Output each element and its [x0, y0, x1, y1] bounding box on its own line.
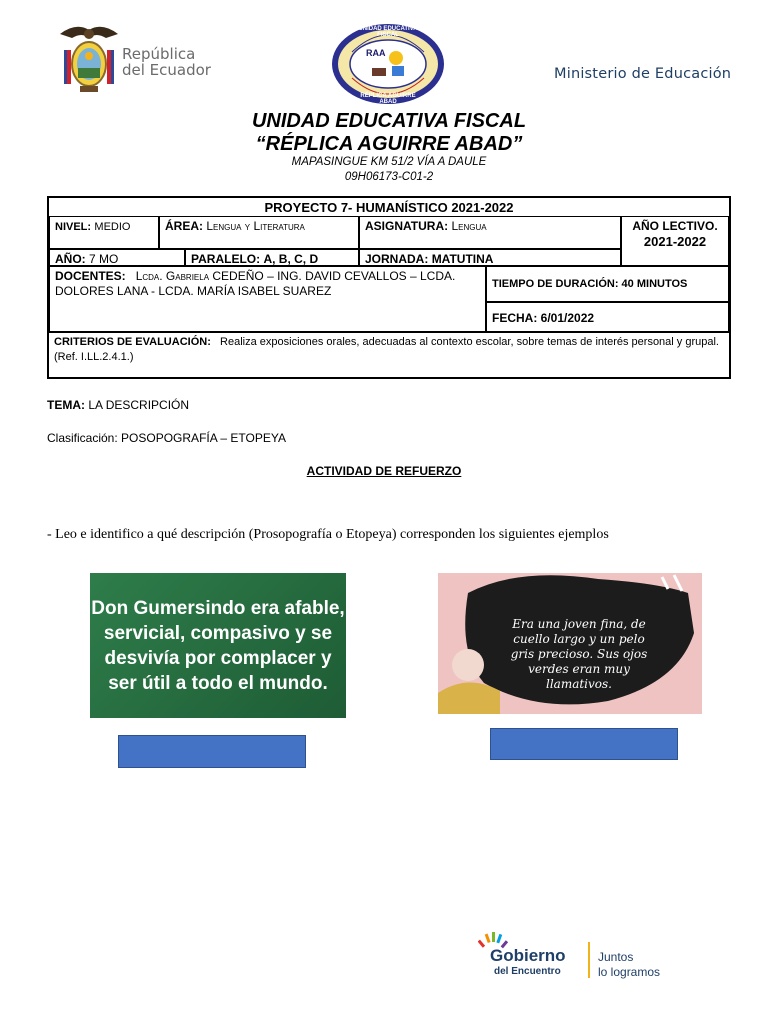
ano-lectivo-label: AÑO LECTIVO. [632, 219, 718, 233]
tema-label: TEMA: [47, 398, 85, 412]
school-name-title: “RÉPLICA AGUIRRE ABAD” [255, 133, 523, 155]
school-seal [330, 22, 446, 106]
ministerio-educacion: Ministerio de Educación [554, 66, 732, 82]
paralelo-value: A, B, C, D [263, 252, 319, 266]
republica-line: República [122, 45, 196, 63]
docentes-cell [49, 266, 486, 332]
del-encuentro-text: del Encuentro [494, 966, 561, 977]
gobierno-text: Gobierno [490, 946, 566, 965]
asignatura-cell [359, 216, 621, 249]
school-address: MAPASINGUE KM 51/2 VÍA A DAULE [291, 156, 487, 168]
criterios-label: CRITERIOS DE EVALUACIÓN: [54, 336, 211, 348]
fecha-cell [486, 302, 729, 332]
ano-label: AÑO: [55, 252, 86, 266]
area-label: ÁREA: [165, 219, 203, 233]
seal-initials: RAA [366, 48, 386, 58]
example-1-text: Don Gumersindo era afable, servicial, compasivo y se desvivía por complacer y ser útil a todo el mundo. [91, 597, 345, 694]
criterios-cell [49, 332, 729, 377]
fecha-label: FECHA: [492, 311, 538, 325]
example-card-etopeya [90, 573, 346, 718]
answer-box-1[interactable] [118, 735, 306, 768]
tema-line [47, 398, 189, 412]
nivel-label: NIVEL: [55, 221, 92, 233]
area-value: Lengua y Literatura [206, 219, 305, 233]
jornada-cell [359, 249, 621, 266]
school-type-title: UNIDAD EDUCATIVA FISCAL [251, 110, 527, 132]
asignatura-value: Lengua [451, 219, 487, 233]
docentes-prefix: Lcda. Gabriela [135, 269, 210, 283]
ecuador-coat-of-arms-icon [56, 20, 122, 96]
criterios-value: Realiza exposiciones orales, adecuadas al contexto escolar, sobre temas de interés personal y grupal. (Ref. I.LL.2.4.1.) [54, 336, 719, 363]
school-code: 09H06173-C01-2 [344, 171, 434, 183]
area-cell [159, 216, 359, 249]
clasificacion-value: POSOPOGRAFÍA – ETOPEYA [121, 431, 286, 445]
nivel-cell [49, 216, 159, 249]
tiempo-cell: TIEMPO DE DURACIÓN: 40 MINUTOS [486, 266, 729, 302]
paralelo-label: PARALELO: [191, 252, 261, 266]
seal-top-text: UNIDAD EDUCATIVA FISCAL [358, 26, 418, 38]
actividad-title: ACTIVIDAD DE REFUERZO [306, 464, 462, 478]
proyecto-header: PROYECTO 7- HUMANÍSTICO 2021-2022 [49, 198, 729, 217]
footer-divider [588, 942, 590, 978]
ano-value: 7 MO [89, 252, 119, 266]
jornada-value: MATUTINA [431, 252, 494, 266]
ano-cell [49, 249, 185, 266]
republica-ecuador-text [122, 46, 211, 78]
example-2-text: Era una joven fina, de cuello largo y un pelo gris precioso. Sus ojos verdes eran muy llamativos. [510, 617, 648, 691]
nivel-value: MEDIO [94, 221, 131, 233]
docentes-value: CEDEÑO – ING. DAVID CEVALLOS – LCDA. DOLORES LANA - LCDA. MARÍA ISABEL SUAREZ [55, 269, 456, 298]
example-card-prosopografia [438, 573, 702, 714]
ano-lectivo-value: 2021-2022 [643, 234, 707, 249]
clasificacion-line [47, 431, 286, 445]
tema-value: LA DESCRIPCIÓN [88, 398, 190, 412]
fecha-value: 6/01/2022 [540, 311, 595, 325]
answer-box-2[interactable] [490, 728, 678, 760]
del-ecuador-line: del Ecuador [122, 61, 211, 79]
juntos-text [598, 950, 660, 980]
jornada-label: JORNADA: [365, 252, 429, 266]
clasificacion-label: Clasificación: [47, 431, 118, 445]
asignatura-label: ASIGNATURA: [365, 219, 449, 233]
gobierno-encuentro-logo [478, 930, 698, 984]
ano-lectivo-cell [621, 216, 729, 266]
juntos-line: Juntos [598, 950, 634, 964]
paralelo-cell [185, 249, 359, 266]
lo-logramos-line: lo logramos [598, 965, 661, 979]
seal-bottom-text: RÉPLICA AGUIRRE ABAD [360, 93, 416, 105]
instruction-text: - Leo e identifico a qué descripción (Prosopografía o Etopeya) corresponden los siguientes ejemplos [47, 527, 609, 542]
info-table [47, 196, 731, 379]
docentes-label: DOCENTES: [55, 269, 126, 283]
